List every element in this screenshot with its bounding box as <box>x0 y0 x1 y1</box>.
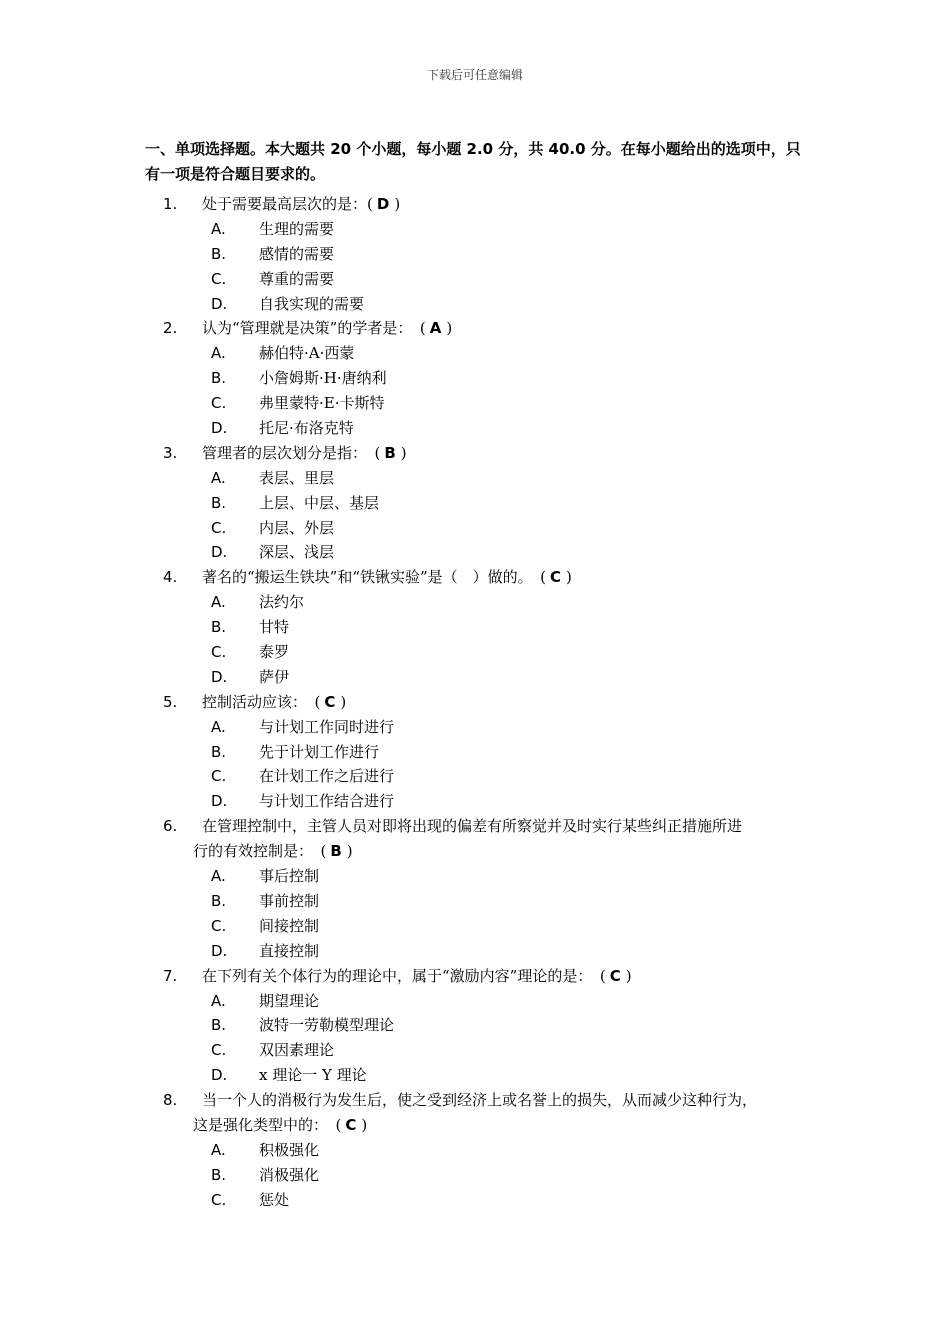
option-letter: D. <box>211 941 228 960</box>
option-item <box>0 1163 950 1188</box>
option-item <box>0 939 950 964</box>
option-text: 先于计划工作进行 <box>259 742 380 761</box>
question-line <box>0 964 950 989</box>
question-text <box>202 964 632 989</box>
option-item <box>0 889 950 914</box>
option-letter: C. <box>211 643 227 662</box>
question-line <box>0 1113 950 1138</box>
question-line <box>0 316 950 341</box>
option-text: 与计划工作结合进行 <box>259 792 395 811</box>
question-text-segment: 认为“管理就是决策”的学者是： ( <box>202 319 426 338</box>
question-line <box>0 192 950 217</box>
answer-key: B <box>330 842 342 861</box>
option-letter: C. <box>211 1190 227 1209</box>
option-text: 托尼·布洛克特 <box>259 419 354 438</box>
answer-close-paren: ) <box>340 692 347 711</box>
question-text <box>193 1113 367 1138</box>
option-letter: D. <box>211 1066 228 1085</box>
question-text-segment: 这是强化类型中的： ( <box>193 1115 342 1134</box>
question-text-segment: 处于需要最高层次的是：( <box>202 195 373 213</box>
option-text: 消极强化 <box>259 1165 320 1184</box>
question-text <box>193 839 353 864</box>
question-number: 4. <box>163 568 178 587</box>
option-text: 与计划工作同时进行 <box>259 717 395 736</box>
option-item <box>0 366 950 391</box>
option-text: 法约尔 <box>259 593 305 612</box>
option-item <box>0 217 950 242</box>
option-letter: B. <box>211 369 227 388</box>
option-text: 生理的需要 <box>259 219 335 238</box>
answer-key: C <box>609 966 621 985</box>
answer-key: C <box>324 692 336 711</box>
option-letter: C. <box>211 394 227 413</box>
answer-close-paren: ) <box>400 443 407 462</box>
question-text-segment: 在下列有关个体行为的理论中，属于“激励内容”理论的是： ( <box>202 966 606 985</box>
option-letter: A. <box>211 991 226 1010</box>
question-text-segment: 管理者的层次划分是指： ( <box>202 443 381 462</box>
question-line <box>0 1088 950 1113</box>
question-number: 1. <box>163 195 178 213</box>
option-text: 赫伯特·A·西蒙 <box>259 344 355 363</box>
question-text-segment: 著名的“搬运生铁块”和“铁锹实验”是（ ）做的。 ( <box>202 568 547 587</box>
option-text: 双因素理论 <box>259 1041 335 1060</box>
option-item <box>0 242 950 267</box>
option-letter: B. <box>211 493 227 512</box>
option-letter: B. <box>211 618 227 637</box>
question-number: 5. <box>163 692 178 711</box>
option-item <box>0 615 950 640</box>
option-letter: D. <box>211 419 228 438</box>
section-title: 一、单项选择题。本大题共 20 个小题，每小题 2.0 分，共 40.0 分。在每小题给出的选项中，只有一项是符合题目要求的。 <box>145 140 801 183</box>
option-letter: B. <box>211 1016 227 1035</box>
answer-key: C <box>345 1115 357 1134</box>
question-line <box>0 565 950 590</box>
option-text: 事前控制 <box>259 891 320 910</box>
option-text: 在计划工作之后进行 <box>259 767 395 786</box>
option-letter: C. <box>211 518 227 537</box>
option-letter: A. <box>211 717 226 736</box>
option-text: 间接控制 <box>259 916 320 935</box>
option-text: 内层、外层 <box>259 518 335 537</box>
option-item <box>0 341 950 366</box>
option-item <box>0 1188 950 1213</box>
option-text: 泰罗 <box>259 643 290 662</box>
option-letter: C. <box>211 767 227 786</box>
option-text: 波特一劳勒模型理论 <box>259 1016 395 1035</box>
answer-close-paren: ) <box>346 842 353 861</box>
option-letter: C. <box>211 1041 227 1060</box>
question-text <box>202 316 452 341</box>
option-text: x 理论一 Y 理论 <box>259 1066 367 1085</box>
option-item <box>0 914 950 939</box>
option-letter: D. <box>211 294 228 313</box>
option-text: 弗里蒙特·E·卡斯特 <box>259 394 385 413</box>
option-item <box>0 715 950 740</box>
option-text: 甘特 <box>259 618 290 637</box>
answer-key: B <box>384 443 396 462</box>
answer-close-paren: ) <box>625 966 632 985</box>
option-text: 萨伊 <box>259 667 290 686</box>
answer-close-paren: ) <box>394 195 401 213</box>
answer-close-paren: ) <box>446 319 453 338</box>
question-number: 7. <box>163 966 178 985</box>
question-line <box>0 441 950 466</box>
option-item <box>0 391 950 416</box>
question-number: 8. <box>163 1091 178 1110</box>
page-header: 下载后可任意编辑 <box>426 68 523 82</box>
question-number: 3. <box>163 443 178 462</box>
question-text-segment: 当一个人的消极行为发生后，使之受到经济上或名誉上的损失，从而减少这种行为， <box>202 1091 758 1110</box>
option-letter: D. <box>211 792 228 811</box>
option-item <box>0 789 950 814</box>
question-text <box>202 192 400 217</box>
option-letter: A. <box>211 468 226 487</box>
option-text: 直接控制 <box>259 941 320 960</box>
option-text: 惩处 <box>259 1190 290 1209</box>
option-item <box>0 989 950 1014</box>
option-text: 感情的需要 <box>259 244 335 263</box>
option-item <box>0 416 950 441</box>
option-item <box>0 1038 950 1063</box>
question-text <box>202 565 572 590</box>
option-item <box>0 516 950 541</box>
question-text-segment: 控制活动应该： ( <box>202 692 321 711</box>
option-text: 期望理论 <box>259 991 320 1010</box>
answer-close-paren: ) <box>361 1115 368 1134</box>
option-item <box>0 590 950 615</box>
option-letter: D. <box>211 667 228 686</box>
option-letter: A. <box>211 344 226 363</box>
answer-close-paren: ) <box>566 568 572 587</box>
option-item <box>0 491 950 516</box>
option-letter: A. <box>211 593 226 612</box>
option-letter: D. <box>211 543 228 562</box>
option-item <box>0 1013 950 1038</box>
option-item <box>0 1138 950 1163</box>
option-item <box>0 764 950 789</box>
option-text: 自我实现的需要 <box>259 294 365 313</box>
option-item <box>0 1063 950 1088</box>
question-line <box>0 839 950 864</box>
option-letter: A. <box>211 1140 226 1159</box>
option-letter: B. <box>211 244 227 263</box>
question-number: 6. <box>163 817 178 836</box>
option-item <box>0 540 950 565</box>
option-item <box>0 740 950 765</box>
option-text: 小詹姆斯·H·唐纳利 <box>259 369 387 388</box>
question-number: 2. <box>163 319 178 338</box>
option-letter: B. <box>211 742 227 761</box>
question-text <box>202 441 407 466</box>
option-letter: B. <box>211 891 227 910</box>
option-letter: A. <box>211 867 226 886</box>
option-text: 尊重的需要 <box>259 269 335 288</box>
option-letter: B. <box>211 1165 227 1184</box>
answer-key: D <box>376 195 390 213</box>
question-line <box>0 814 950 839</box>
answer-key: C <box>550 568 562 587</box>
option-text: 上层、中层、基层 <box>259 493 380 512</box>
question-line <box>0 690 950 715</box>
question-text <box>202 814 742 839</box>
option-text: 事后控制 <box>259 867 320 886</box>
question-text-segment: 行的有效控制是： ( <box>193 842 327 861</box>
question-text <box>202 690 346 715</box>
option-text: 积极强化 <box>259 1140 320 1159</box>
option-letter: A. <box>211 219 226 238</box>
question-text <box>202 1088 757 1113</box>
option-item <box>0 267 950 292</box>
option-letter: C. <box>211 916 227 935</box>
question-list <box>0 192 950 1213</box>
option-text: 表层、里层 <box>259 468 335 487</box>
option-item <box>0 466 950 491</box>
option-item <box>0 640 950 665</box>
question-text-segment: 在管理控制中，主管人员对即将出现的偏差有所察觉并及时实行某些纠正措施所进 <box>202 817 743 836</box>
option-item <box>0 864 950 889</box>
option-text: 深层、浅层 <box>259 543 335 562</box>
answer-key: A <box>429 319 442 338</box>
option-item <box>0 292 950 317</box>
option-letter: C. <box>211 269 227 288</box>
option-item <box>0 665 950 690</box>
